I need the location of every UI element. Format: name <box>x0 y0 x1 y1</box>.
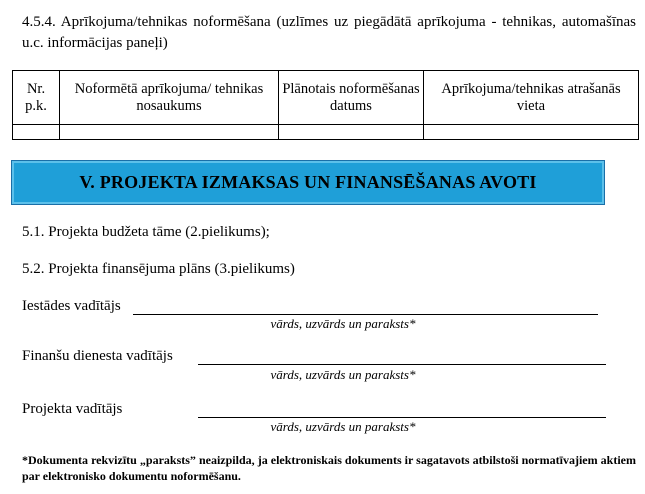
header-location: Aprīkojuma/tehnikas atrašanās vieta <box>424 71 639 125</box>
header-nr: Nr. p.k. <box>13 71 60 125</box>
table-cell[interactable] <box>424 125 639 140</box>
signature-line[interactable] <box>133 314 598 315</box>
header-planned-date: Plānotais noformēšanas datums <box>279 71 424 125</box>
signature-caption: vārds, uzvārds un paraksts* <box>270 367 416 382</box>
signature-caption: vārds, uzvārds un paraksts* <box>270 419 416 434</box>
signature-line[interactable] <box>198 364 606 365</box>
footnote: *Dokumenta rekvizītu „paraksts” neaizpilda, ja elektroniskais dokuments ir sagatavots atbilstoši normatīvajiem aktiem par elektronisko dokumentu noformēšanu. <box>22 453 636 483</box>
equipment-placement-table <box>12 70 639 140</box>
signature-label: Iestādes vadītājs <box>22 298 121 314</box>
budget-item: 5.1. Projekta budžeta tāme (2.pielikums); <box>22 224 270 240</box>
signature-caption: vārds, uzvārds un paraksts* <box>270 316 416 331</box>
table-cell[interactable] <box>279 125 424 140</box>
signature-line[interactable] <box>198 417 606 418</box>
signature-label: Projekta vadītājs <box>22 401 123 417</box>
financing-plan-item: 5.2. Projekta finansējuma plāns (3.pielikums) <box>22 261 295 277</box>
section-heading-banner <box>11 160 605 205</box>
section-title: V. PROJEKTA IZMAKSAS UN FINANSĒŠANAS AVOTI <box>79 172 537 192</box>
table-header-row <box>13 71 639 125</box>
table-cell[interactable] <box>13 125 60 140</box>
header-equipment-name: Noformētā aprīkojuma/ tehnikas nosaukums <box>60 71 279 125</box>
signature-label: Finanšu dienesta vadītājs <box>22 348 173 364</box>
intro-paragraph: 4.5.4. Aprīkojuma/tehnikas noformēšana (uzlīmes uz piegādātā aprīkojuma - tehnikas, automašīnas u.c. informācijas paneļi) <box>22 14 636 51</box>
table-row <box>13 125 639 140</box>
table-cell[interactable] <box>60 125 279 140</box>
